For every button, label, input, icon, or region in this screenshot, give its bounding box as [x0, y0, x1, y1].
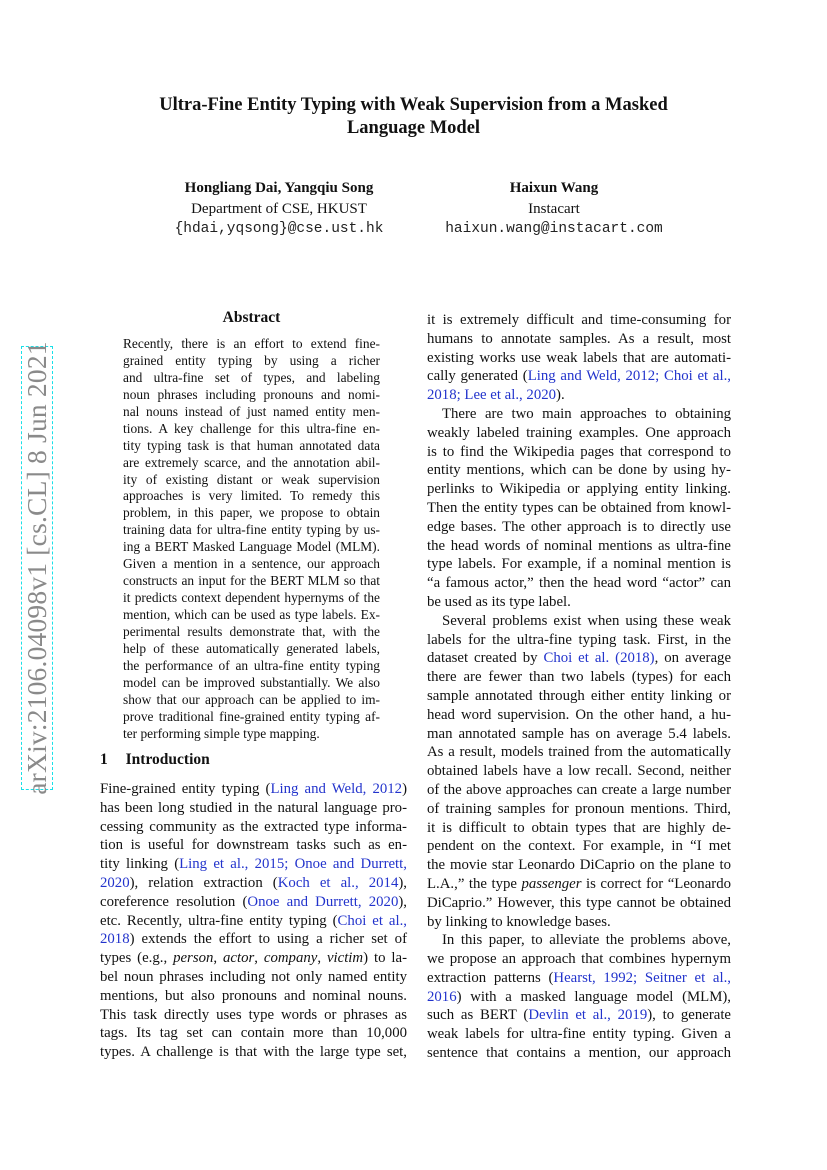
citation-link[interactable]: Devlin et al., 2019 [528, 1007, 648, 1024]
text-run: has been long studied in the natural language pro- [100, 799, 407, 816]
citation-link[interactable]: Onoe and Durrett, 2020 [247, 893, 399, 910]
text-line [123, 455, 380, 472]
text-run: , [213, 950, 224, 967]
text-line [123, 387, 380, 404]
text-run: bel noun phrases including not only named entity [100, 968, 407, 985]
text-run: the movie star Leonardo DiCaprio on the plane to [427, 857, 731, 874]
text-line [427, 969, 731, 988]
text-run: labels for the ultra-fine typing task. First, in the [427, 631, 731, 648]
text-run: There are two main approaches to obtaining [442, 405, 731, 422]
text-line [100, 893, 407, 912]
text-line [427, 950, 731, 969]
text-run: mentions, but also pronouns and nominal nouns. [100, 987, 407, 1004]
text-run: ing a BERT Masked Language Model (MLM). [123, 539, 380, 555]
citation-link[interactable]: 2020 [100, 874, 130, 891]
text-line [427, 311, 731, 330]
paragraph [123, 336, 380, 743]
text-run: As a result, models trained from the automatically [427, 744, 731, 761]
abstract-body [123, 336, 380, 743]
text-line [427, 1006, 731, 1025]
text-run: pendent on the context. For example, in “I met [427, 838, 731, 855]
text-run: , [254, 950, 264, 967]
text-line [427, 499, 731, 518]
text-run: ), to generate [647, 1007, 731, 1024]
text-line [123, 573, 380, 590]
text-run: ). [556, 387, 565, 404]
text-line [427, 461, 731, 480]
text-run: tags. Its tag set can contain more than 10,000 [100, 1025, 407, 1042]
text-line [123, 539, 380, 556]
text-line [427, 386, 731, 405]
author-affiliation: Instacart [528, 200, 580, 217]
abstract-heading: Abstract [222, 309, 281, 326]
citation-link[interactable]: 2018 [100, 931, 130, 948]
text-line [427, 405, 731, 424]
text-run: ) to la- [363, 950, 408, 967]
text-run: extraction patterns ( [427, 969, 554, 986]
text-line [100, 912, 407, 931]
text-run: ), [398, 874, 407, 891]
text-run: cessing community as the extracted type informa- [100, 818, 407, 835]
text-line [427, 1044, 731, 1063]
text-line [427, 443, 731, 462]
text-line [123, 556, 380, 573]
citation-link[interactable]: Hearst, 1992; Seitner et al., [553, 969, 731, 986]
text-run: prove traditional fine-grained entity typing af- [123, 708, 380, 724]
text-line [123, 488, 380, 505]
text-line [100, 1043, 407, 1062]
citation-link[interactable]: Ling et al., 2015; Onoe and Durrett, [179, 856, 407, 873]
text-run: head word supervision. On the other hand, a hu- [427, 706, 731, 723]
author-block-2 [420, 178, 688, 240]
text-line [427, 649, 731, 668]
text-line [100, 968, 407, 987]
text-run: the performance of an ultra-fine entity typing [123, 657, 380, 673]
paragraph [427, 931, 731, 1063]
text-run: grained entity typing by using a richer [123, 352, 380, 368]
author-email: haixun.wang@instacart.com [445, 221, 663, 237]
text-run: cally generated ( [427, 368, 528, 385]
text-run: there are fewer than two labels (types) for each [427, 669, 731, 686]
text-run: type labels. For example, if a nominal mention is [427, 556, 731, 573]
text-run: entity mentions, which can be done by using hy- [427, 462, 731, 479]
text-line [123, 438, 380, 455]
text-line [427, 875, 731, 894]
text-line [100, 987, 407, 1006]
italic-text: person [173, 950, 214, 967]
text-line [427, 574, 731, 593]
text-line [100, 799, 407, 818]
text-run: approaches is very limited. To remedy this [123, 488, 380, 504]
text-line [427, 988, 731, 1007]
italic-text: actor [223, 950, 255, 967]
text-line [427, 537, 731, 556]
text-line [427, 687, 731, 706]
right-column-body [427, 311, 731, 1063]
text-run: This task directly uses type words or phrases as [100, 1006, 407, 1023]
text-run: nal nouns instead of just named entity men- [123, 403, 380, 419]
text-line [123, 421, 380, 438]
text-run: is to find the Wikipedia pages that correspond to [427, 443, 731, 460]
text-run: perlinks to Wikipedia or applying entity linking. [427, 481, 731, 498]
text-run: ), relation extraction ( [129, 874, 278, 891]
citation-link[interactable]: Ling and Weld, 2012 [270, 781, 403, 797]
text-line [427, 593, 731, 612]
text-run: ity of existing distant or weak supervision [123, 471, 380, 487]
text-line [427, 1025, 731, 1044]
text-run: edge bases. The other approach is to directly use [427, 518, 731, 535]
text-run: tions. A key challenge for this ultra-fine en- [123, 420, 380, 436]
text-line [100, 855, 407, 874]
text-line [123, 709, 380, 726]
section-number: 1 [100, 751, 108, 768]
author-email: {hdai,yqsong}@cse.ust.hk [174, 221, 384, 237]
text-run: problem, in this paper, we propose to obtain [123, 505, 380, 521]
author-names: Haixun Wang [509, 180, 599, 196]
text-line [427, 743, 731, 762]
author-affiliation: Department of CSE, HKUST [191, 200, 367, 217]
author-block-1 [150, 178, 408, 240]
arxiv-identifier: arXiv:2106.04098v1 [cs.CL] 8 Jun 2021 [21, 341, 52, 795]
italic-text: passenger [521, 875, 582, 892]
title-line: Ultra-Fine Entity Typing with Weak Supervision from a Masked [159, 95, 668, 115]
text-run: model can be improved substantially. We also [123, 674, 380, 690]
text-line [123, 607, 380, 624]
text-run: show that our approach can be applied to im- [123, 691, 380, 707]
text-run: sentence that contains a mention, our approach [427, 1045, 731, 1062]
text-run: types. A challenge is that with the large type set, [100, 1044, 407, 1061]
text-line [123, 505, 380, 522]
citation-link[interactable]: 2016 [427, 988, 457, 1005]
author-names: Hongliang Dai, Yangqiu Song [184, 180, 374, 196]
text-line [427, 837, 731, 856]
text-run: tion is useful for downstream tasks such as en- [100, 837, 407, 854]
citation-link[interactable]: 2018; Lee et al., 2020 [427, 387, 557, 404]
text-line [427, 819, 731, 838]
text-line [427, 631, 731, 650]
text-line [427, 894, 731, 913]
text-run: be used as its type label. [427, 593, 571, 610]
text-run: by linking to knowledge bases. [427, 913, 611, 930]
text-run: coreference resolution ( [100, 893, 248, 910]
text-run: of training samples for pronoun mentions. Third, [427, 800, 731, 817]
text-run: dataset created by [427, 650, 544, 667]
text-line [100, 836, 407, 855]
text-line [123, 726, 380, 743]
text-line [123, 675, 380, 692]
text-run: such as BERT ( [427, 1007, 529, 1024]
text-run: tity typing task is that human annotated data [123, 437, 380, 453]
text-line [123, 370, 380, 387]
title-line: Language Model [346, 118, 481, 138]
text-line [427, 612, 731, 631]
text-line [123, 472, 380, 489]
citation-link[interactable]: Ling and Weld, 2012; Choi et al., [527, 368, 731, 385]
text-line [123, 353, 380, 370]
text-line [123, 590, 380, 607]
text-run: Fine-grained entity typing ( [100, 781, 271, 797]
text-run: the head words of nominal mentions as ultra-fine [427, 537, 731, 554]
text-run: etc. Recently, ultra-fine entity typing ( [100, 912, 338, 929]
text-run: man annotated sample has on average 5.4 labels. [427, 725, 731, 742]
text-line [123, 624, 380, 641]
text-run: obtained labels have a low recall. Second, neither [427, 763, 731, 780]
text-run: In this paper, to alleviate the problems above, [442, 932, 731, 949]
text-line [100, 818, 407, 837]
text-run: ) with a masked language model (MLM), [456, 988, 731, 1005]
text-run: training data for ultra-fine entity typing by us- [123, 522, 380, 538]
text-run: ) [402, 781, 407, 797]
introduction-body [100, 780, 407, 1062]
text-run: DiCaprio.” However, this type cannot be obtained [427, 894, 731, 911]
text-line [427, 330, 731, 349]
italic-text: company [263, 950, 318, 967]
text-line [100, 930, 407, 949]
text-line [427, 349, 731, 368]
text-line [427, 424, 731, 443]
text-line [427, 856, 731, 875]
text-run: , on average [654, 650, 732, 667]
citation-link[interactable]: Koch et al., 2014 [277, 874, 399, 891]
text-run: ), [398, 893, 407, 910]
citation-link[interactable]: Choi et al., [337, 912, 407, 929]
paper-title [0, 94, 827, 140]
paragraph [100, 780, 407, 1062]
text-run: Given a mention in a sentence, our approach [123, 556, 380, 572]
text-line [427, 367, 731, 386]
text-run: ter performing simple type mapping. [123, 725, 320, 741]
text-run: , [317, 950, 327, 967]
text-run: and ultra-fine set of types, and labeling [123, 369, 380, 385]
text-line [100, 949, 407, 968]
text-line [427, 913, 731, 932]
text-run: weak labels for ultra-fine entity typing. Given a [427, 1026, 731, 1043]
text-run: “a famous actor,” then the head word “actor” can [427, 575, 731, 592]
section-title: Introduction [125, 751, 210, 768]
text-line [100, 1024, 407, 1043]
text-line [427, 480, 731, 499]
text-line [123, 658, 380, 675]
text-line [427, 706, 731, 725]
text-run: humans to annotate samples. As a result, most [427, 330, 731, 347]
text-run: tity linking ( [100, 856, 180, 873]
text-run: L.A.,” the type [427, 875, 522, 892]
text-line [427, 668, 731, 687]
text-line [100, 874, 407, 893]
text-line [427, 518, 731, 537]
text-line [427, 555, 731, 574]
text-run: it is extremely difficult and time-consuming for [427, 312, 731, 328]
text-run: existing works use weak labels that are automati- [427, 349, 731, 366]
text-line [427, 931, 731, 950]
text-run: sample annotated through either entity linking or [427, 687, 731, 704]
arxiv-stamp [21, 341, 53, 795]
text-run: Then the entity types can be obtained from knowl- [427, 499, 731, 516]
paragraph [427, 405, 731, 612]
text-line [123, 522, 380, 539]
text-run: it is difficult to obtain types that are highly de- [427, 819, 731, 836]
text-run: constructs an input for the BERT MLM so that [123, 573, 380, 589]
text-run: ) extends the effort to using a richer set of [129, 931, 407, 948]
text-run: Recently, there is an effort to extend fine- [123, 336, 380, 351]
paragraph [427, 612, 731, 932]
text-line [100, 780, 407, 799]
text-line [427, 762, 731, 781]
italic-text: victim [326, 950, 364, 967]
text-line [100, 1006, 407, 1025]
text-run: weakly labeled training examples. One approach [427, 424, 731, 441]
text-run: of the above approaches can create a large number [427, 781, 731, 798]
text-run: noun phrases including pronouns and nomi- [123, 386, 380, 402]
text-run: perimental results demonstrate that, with the [123, 623, 380, 639]
text-run: types (e.g., [100, 950, 174, 967]
text-run: mention, which can be used as type labels. Ex- [123, 607, 380, 622]
section-heading-introduction [100, 751, 210, 769]
text-run: it predicts context dependent hypernyms of the [123, 590, 380, 606]
text-run: help of these automatically generated labels, [123, 640, 380, 656]
text-line [427, 781, 731, 800]
text-line [427, 800, 731, 819]
text-run: is correct for “Leonardo [581, 875, 731, 892]
paragraph [427, 311, 731, 405]
text-line [123, 336, 380, 353]
text-line [123, 641, 380, 658]
text-run: are extremely scarce, and the annotation abil- [123, 454, 380, 470]
text-run: Several problems exist when using these weak [442, 612, 731, 629]
text-run: we propose an approach that combines hypernym [427, 951, 731, 968]
text-line [123, 692, 380, 709]
citation-link[interactable]: Choi et al. (2018) [543, 650, 655, 667]
text-line [427, 725, 731, 744]
text-line [123, 404, 380, 421]
